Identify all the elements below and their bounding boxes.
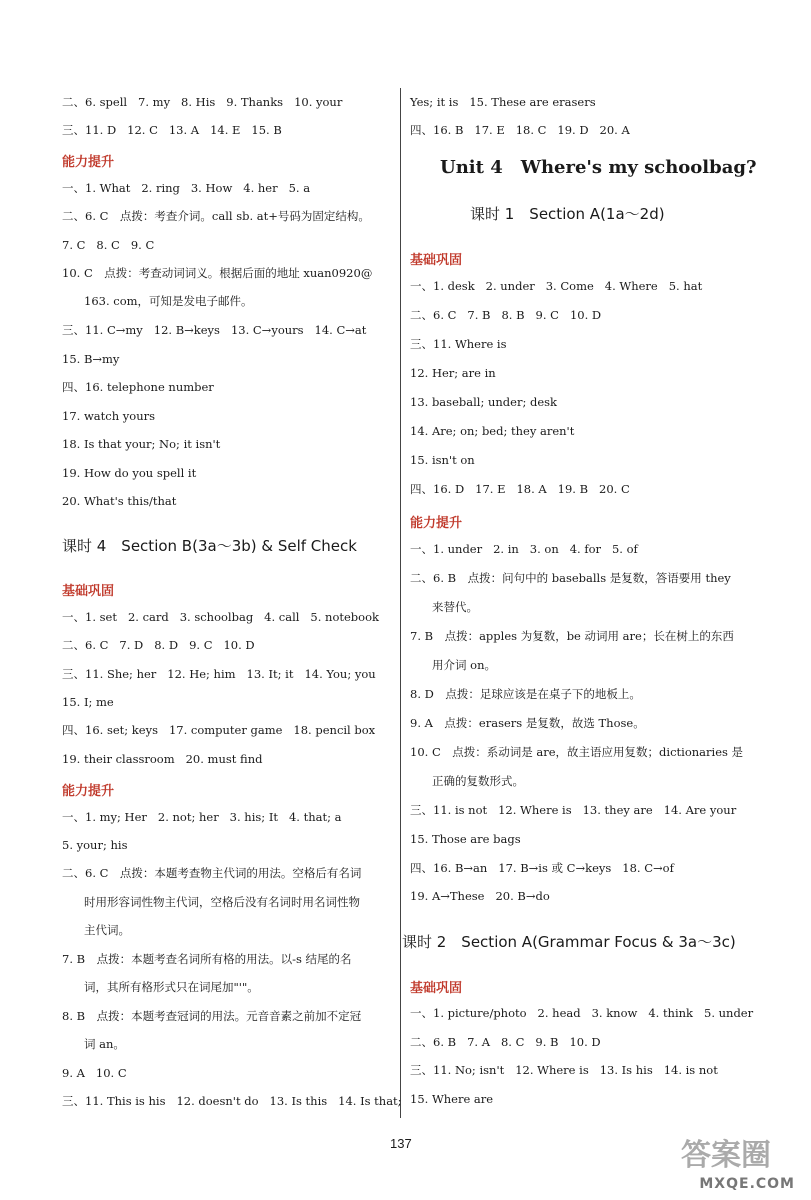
answer-line: 10. C 点拨：考查动词词义。根据后面的地址 xuan0920@	[62, 266, 373, 280]
answer-line: 一、1. set 2. card 3. schoolbag 4. call 5. notebook	[62, 610, 379, 624]
answer-line: 8. B 点拨：本题考查冠词的用法。元音音素之前加不定冠	[62, 1009, 362, 1023]
answer-line: 163. com，可知是发电子邮件。	[84, 294, 253, 308]
answer-line: 一、1. picture/photo 2. head 3. know 4. think 5. under	[410, 1006, 754, 1020]
answer-line: 用介词 on。	[432, 658, 496, 672]
answer-line: 15. Those are bags	[410, 832, 521, 846]
answer-line: 5. your; his	[62, 838, 128, 852]
watermark-logo: 答案圈	[681, 1138, 771, 1173]
answer-line: 19. their classroom 20. must find	[62, 752, 263, 766]
answer-line: 主代词。	[84, 923, 130, 937]
answer-line: 9. A 10. C	[62, 1066, 127, 1080]
answer-line: 二、6. B 点拨：问句中的 baseballs 是复数，答语要用 they	[410, 571, 731, 585]
answer-line: 20. What's this/that	[62, 494, 177, 508]
answer-line: 二、6. C 7. B 8. B 9. C 10. D	[410, 308, 602, 322]
page-number: 137	[390, 1136, 412, 1151]
answer-line: 三、11. D 12. C 13. A 14. E 15. B	[62, 123, 282, 137]
answer-line: 四、16. D 17. E 18. A 19. B 20. C	[410, 482, 630, 496]
lesson-title: 课时 2 Section A(Grammar Focus & 3a～3c)	[402, 933, 736, 951]
answer-line: 7. B 点拨：apples 为复数，be 动词用 are；长在树上的东西	[410, 629, 734, 643]
column-divider	[400, 88, 401, 1118]
section-heading: 基础巩固	[410, 253, 463, 268]
answer-line: 8. D 点拨：足球应该是在桌子下的地板上。	[410, 687, 641, 701]
answer-line: 二、6. C 点拨：考查介词。call sb. at+号码为固定结构。	[62, 209, 370, 223]
answer-line: 二、6. B 7. A 8. C 9. B 10. D	[410, 1035, 601, 1049]
answer-line: 三、11. Where is	[410, 337, 507, 351]
answer-line: 15. isn't on	[410, 453, 475, 467]
answer-line: 7. C 8. C 9. C	[62, 238, 155, 252]
answer-line: 9. A 点拨：erasers 是复数，故选 Those。	[410, 716, 645, 730]
answer-line: 10. C 点拨：系动词是 are，故主语应用复数；dictionaries 是	[410, 745, 744, 759]
answer-line: 二、6. C 7. D 8. D 9. C 10. D	[62, 638, 255, 652]
answer-line: 19. A→These 20. B→do	[410, 889, 550, 903]
watermark-url: MXQE.COM	[699, 1176, 795, 1192]
answer-line: 词，其所有格形式只在词尾加"'"。	[84, 980, 259, 994]
section-heading: 能力提升	[62, 784, 115, 799]
answer-line: 四、16. telephone number	[62, 380, 214, 394]
answer-line: 13. baseball; under; desk	[410, 395, 558, 409]
answer-line: 三、11. She; her 12. He; him 13. It; it 14. You; you	[62, 667, 376, 681]
answer-line: 三、11. No; isn't 12. Where is 13. Is his 14. is not	[410, 1063, 718, 1077]
section-heading: 基础巩固	[62, 584, 115, 599]
answer-line: 来替代。	[432, 600, 478, 614]
unit-title: Unit 4 Where's my schoolbag?	[440, 157, 757, 178]
answer-line: 18. Is that your; No; it isn't	[62, 437, 221, 451]
answer-line: 三、11. C→my 12. B→keys 13. C→yours 14. C→at	[62, 323, 367, 337]
lesson-title: 课时 1 Section A(1a～2d)	[470, 205, 665, 223]
answer-line: Yes; it is 15. These are erasers	[410, 95, 596, 109]
answer-line: 正确的复数形式。	[432, 774, 524, 788]
answer-line: 二、6. spell 7. my 8. His 9. Thanks 10. your	[62, 95, 343, 109]
answer-line: 四、16. set; keys 17. computer game 18. pencil box	[62, 723, 376, 737]
answer-line: 时用形容词性物主代词，空格后没有名词时用名词性物	[84, 895, 360, 909]
answer-line: 三、11. This is his 12. doesn't do 13. Is this 14. Is that;	[62, 1094, 402, 1108]
answer-line: 19. How do you spell it	[62, 466, 197, 480]
answer-line: 一、1. under 2. in 3. on 4. for 5. of	[410, 542, 638, 556]
lesson-title: 课时 4 Section B(3a～3b) & Self Check	[62, 537, 357, 555]
answer-line: 四、16. B 17. E 18. C 19. D 20. A	[410, 123, 630, 137]
answer-line: 词 an。	[84, 1037, 125, 1051]
answer-line: 二、6. C 点拨：本题考查物主代词的用法。空格后有名词	[62, 866, 362, 880]
answer-line: 一、1. desk 2. under 3. Come 4. Where 5. hat	[410, 279, 703, 293]
answer-line: 一、1. What 2. ring 3. How 4. her 5. a	[62, 181, 311, 195]
section-heading: 能力提升	[62, 155, 115, 170]
answer-line: 一、1. my; Her 2. not; her 3. his; It 4. that; a	[62, 810, 342, 824]
answer-line: 15. B→my	[62, 352, 120, 366]
answer-line: 7. B 点拨：本题考查名词所有格的用法。以-s 结尾的名	[62, 952, 352, 966]
answer-line: 四、16. B→an 17. B→is 或 C→keys 18. C→of	[410, 861, 674, 875]
answer-line: 15. Where are	[410, 1092, 494, 1106]
section-heading: 基础巩固	[410, 981, 463, 996]
answer-line: 12. Her; are in	[410, 366, 496, 380]
answer-line: 14. Are; on; bed; they aren't	[410, 424, 575, 438]
answer-line: 三、11. is not 12. Where is 13. they are 14. Are your	[410, 803, 737, 817]
section-heading: 能力提升	[410, 516, 463, 531]
answer-line: 17. watch yours	[62, 409, 155, 423]
answer-line: 15. I; me	[62, 695, 114, 709]
